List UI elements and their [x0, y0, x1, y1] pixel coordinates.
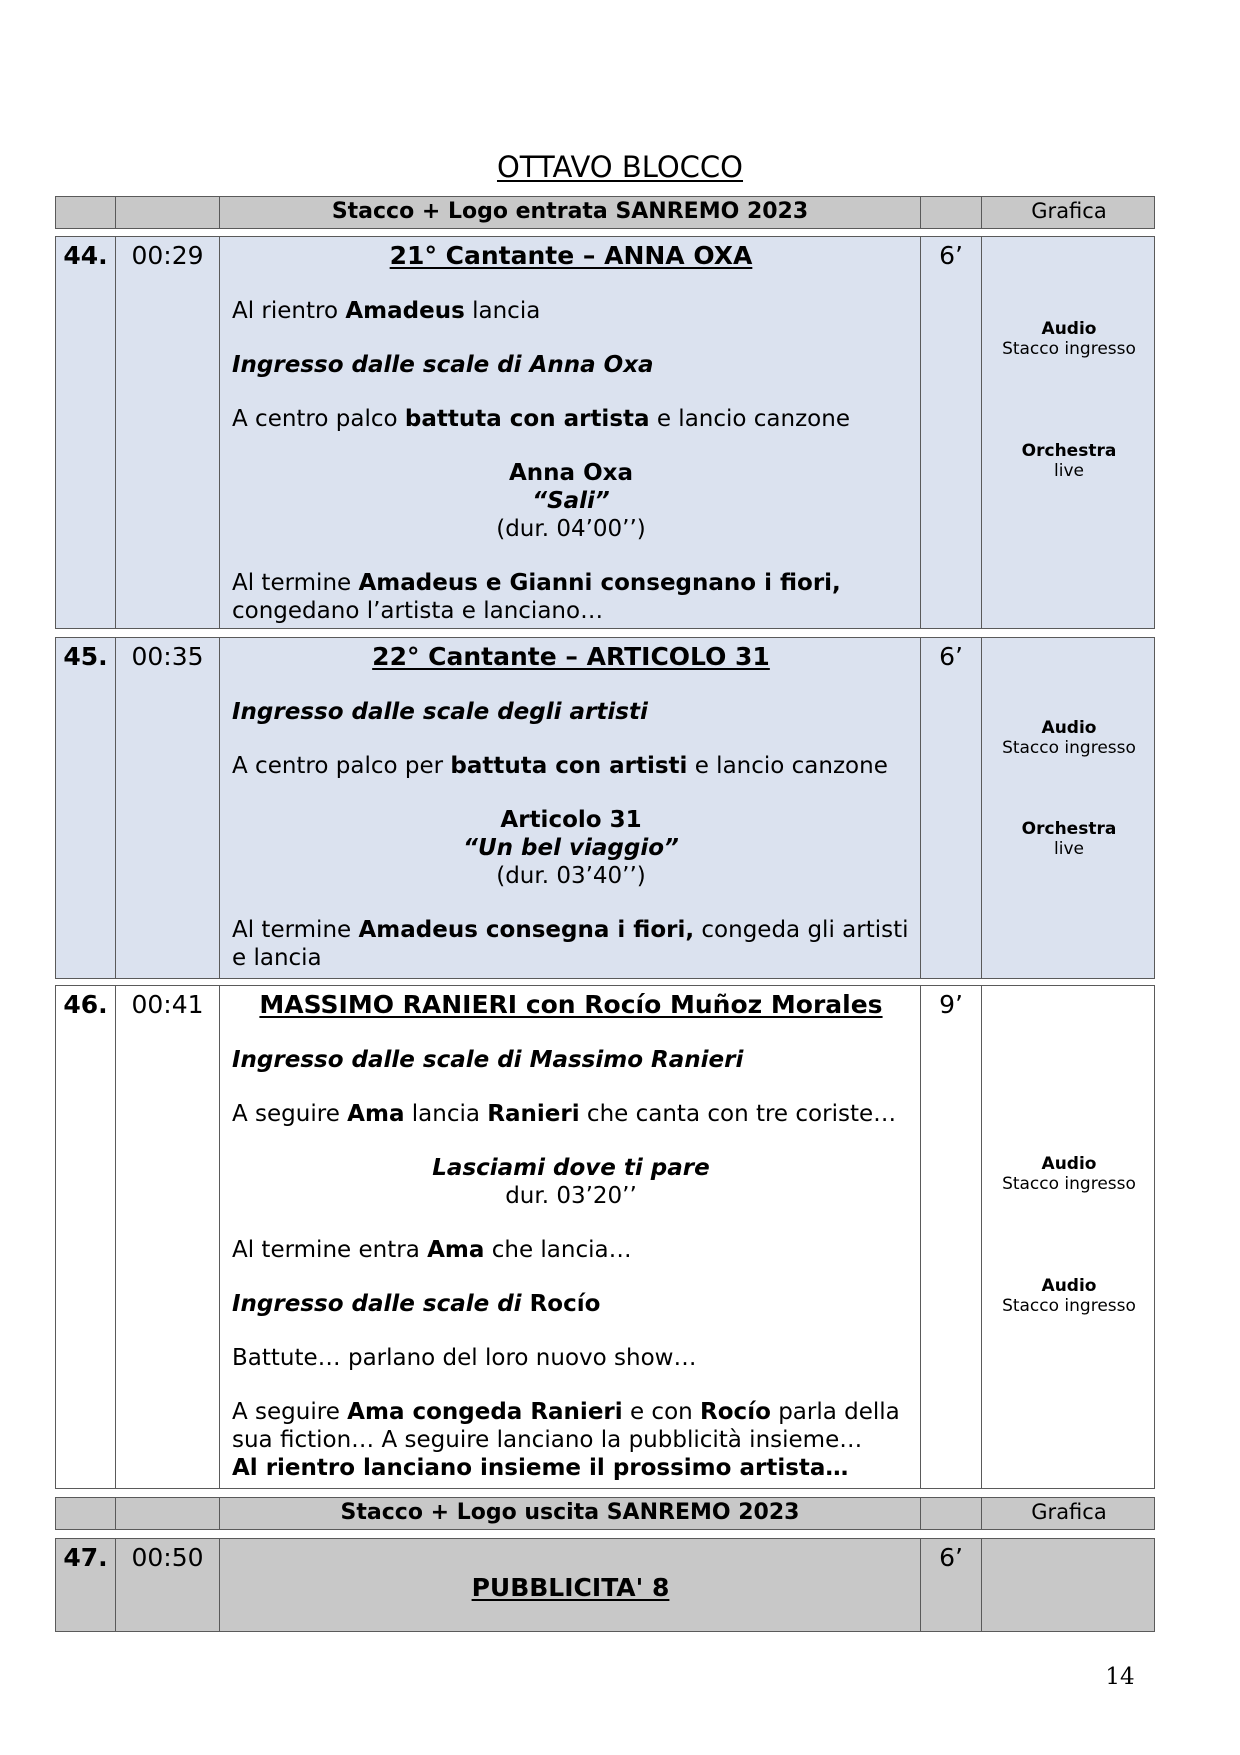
- entry-number: 47.: [56, 1539, 116, 1631]
- entry-content: [220, 1539, 921, 1631]
- orchestra-note: Orchestra live: [1021, 819, 1117, 859]
- entry-notes: [982, 1539, 1156, 1631]
- entry-line: Ingresso dalle scale di Rocío: [232, 1291, 601, 1317]
- song-title: Lasciami dove ti pare: [432, 1155, 710, 1181]
- entry-line: Ingresso dalle scale di Massimo Ranieri: [232, 1047, 744, 1073]
- song-title: “Un bel viaggio”: [463, 835, 679, 861]
- entry-line: A seguire Ama lancia Ranieri che canta con tre coriste…: [232, 1101, 897, 1127]
- cell-time: [116, 197, 220, 228]
- entry-notes: [982, 986, 1156, 1488]
- entry-line: Ingresso dalle scale di Anna Oxa: [232, 352, 654, 378]
- song-duration: dur. 03’20’’: [505, 1183, 637, 1209]
- song-duration: (dur. 04’00’’): [496, 516, 646, 542]
- entry-line: Al termine Amadeus e Gianni consegnano i fiori, congedano l’artista e lanciano…: [232, 570, 841, 624]
- entry-time: 00:29: [116, 237, 220, 628]
- cell-time: [116, 1498, 220, 1529]
- separator-bottom-label: Stacco + Logo uscita SANREMO 2023: [220, 1498, 921, 1529]
- separator-bottom-row: [55, 1497, 1155, 1530]
- entry-time: 00:50: [116, 1539, 220, 1631]
- orchestra-note: Orchestra live: [1021, 441, 1117, 481]
- song-artist: Articolo 31: [500, 807, 642, 833]
- entry-44-row: [55, 236, 1155, 629]
- audio-note: Audio Stacco ingresso: [1002, 1276, 1136, 1316]
- entry-time: 00:35: [116, 638, 220, 978]
- song-duration: (dur. 03’40’’): [496, 863, 646, 889]
- cell-num: [56, 1498, 116, 1529]
- separator-top-label: Stacco + Logo entrata SANREMO 2023: [220, 197, 921, 228]
- entry-line: Al rientro lanciano insieme il prossimo artista…: [232, 1455, 849, 1481]
- page-title: OTTAVO BLOCCO: [496, 150, 744, 184]
- entry-line: Ingresso dalle scale degli artisti: [232, 699, 648, 725]
- entry-content: [220, 986, 921, 1488]
- song-artist: Anna Oxa: [509, 460, 633, 486]
- audio-note: Audio Stacco ingresso: [1002, 319, 1136, 359]
- entry-duration: 6’: [921, 638, 982, 978]
- entry-line: Al rientro Amadeus lancia: [232, 298, 541, 324]
- entry-duration: 9’: [921, 986, 982, 1488]
- entry-content: [220, 638, 921, 978]
- separator-top-grafica: Grafica: [1031, 199, 1107, 223]
- entry-45-row: [55, 637, 1155, 979]
- entry-line: Al termine entra Ama che lancia…: [232, 1237, 632, 1263]
- entry-notes: [982, 638, 1156, 978]
- entry-number: 45.: [56, 638, 116, 978]
- entry-content: [220, 237, 921, 628]
- page-number: 14: [1105, 1664, 1135, 1690]
- entry-line: A centro palco per battuta con artisti e lancio canzone: [232, 753, 888, 779]
- entry-line: Battute… parlano del loro nuovo show…: [232, 1345, 697, 1371]
- entry-heading: 21° Cantante – ANNA OXA: [389, 241, 753, 270]
- entry-number: 44.: [56, 237, 116, 628]
- cell-dur: [921, 197, 982, 228]
- separator-bottom-grafica: Grafica: [1031, 1500, 1107, 1524]
- entry-notes: [982, 237, 1156, 628]
- cell-dur: [921, 1498, 982, 1529]
- entry-heading: 22° Cantante – ARTICOLO 31: [372, 642, 770, 671]
- entry-heading: PUBBLICITA' 8: [471, 1573, 670, 1602]
- entry-46-row: [55, 985, 1155, 1489]
- separator-top-row: [55, 196, 1155, 229]
- entry-line: Al termine Amadeus consegna i fiori, congeda gli artisti e lancia: [232, 917, 909, 971]
- entry-47-row: [55, 1538, 1155, 1632]
- entry-line: A seguire Ama congeda Ranieri e con Rocío parla della sua fiction… A seguire lanciano la pubblicità insieme…: [232, 1399, 900, 1453]
- cell-num: [56, 197, 116, 228]
- entry-heading: MASSIMO RANIERI con Rocío Muñoz Morales: [259, 990, 883, 1019]
- audio-note: Audio Stacco ingresso: [1002, 1154, 1136, 1194]
- entry-duration: 6’: [921, 1539, 982, 1631]
- entry-duration: 6’: [921, 237, 982, 628]
- entry-number: 46.: [56, 986, 116, 1488]
- audio-note: Audio Stacco ingresso: [1002, 718, 1136, 758]
- song-title: “Sali”: [532, 488, 610, 514]
- entry-line: A centro palco battuta con artista e lancio canzone: [232, 406, 850, 432]
- entry-time: 00:41: [116, 986, 220, 1488]
